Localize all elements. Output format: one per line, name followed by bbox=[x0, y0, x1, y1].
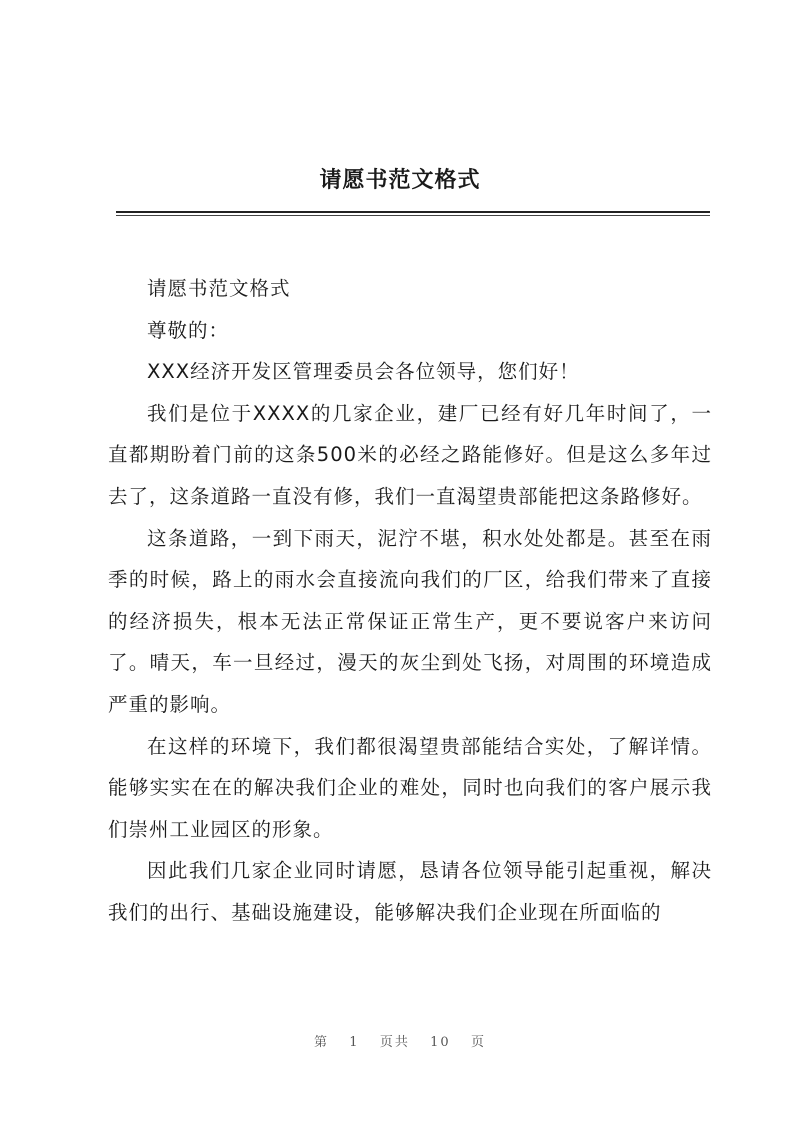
body-paragraph: 因此我们几家企业同时请愿，恳请各位领导能引起重视，解决我们的出行、基础设施建设，能够解决我们企业现在所面临的 bbox=[108, 859, 712, 924]
title-divider bbox=[116, 211, 710, 213]
title-divider-thin bbox=[116, 215, 710, 216]
document-title: 请愿书范文格式 bbox=[319, 167, 481, 193]
greeting: XXX经济开发区管理委员会各位领导，您们好！ bbox=[147, 360, 580, 384]
page-footer bbox=[0, 1031, 800, 1050]
body-paragraph: 我们是位于XXXX的几家企业，建厂已经有好几年时间了，一直都期盼着门前的这条500米的必经之路能修好。但是这么多年过去了，这条道路一直没有修，我们一直渴望贵部能把这条路修好。 bbox=[108, 401, 712, 508]
current-page-number: 1 bbox=[349, 1035, 360, 1050]
footer-label-prefix: 第 bbox=[314, 1035, 330, 1050]
document-body bbox=[108, 268, 712, 934]
body-paragraph: 这条道路，一到下雨天，泥泞不堪，积水处处都是。甚至在雨季的时候，路上的雨水会直接流向我们的厂区，给我们带来了直接的经济损失，根本无法正常保证正常生产，更不要说客户来访问了。晴天，车一旦经过，漫天的灰尘到处飞扬，对周围的环境造成严重的影响。 bbox=[108, 526, 712, 716]
footer-label-middle: 页共 bbox=[379, 1035, 410, 1050]
body-paragraph: 请愿书范文格式 bbox=[147, 277, 291, 300]
body-paragraph: 在这样的环境下，我们都很渴望贵部能结合实处，了解详情。能够实实在在的解决我们企业的难处，同时也向我们的客户展示我们崇州工业园区的形象。 bbox=[108, 734, 712, 841]
salutation: 尊敬的： bbox=[147, 318, 230, 342]
total-pages: 10 bbox=[430, 1035, 451, 1050]
footer-label-suffix: 页 bbox=[470, 1035, 486, 1050]
